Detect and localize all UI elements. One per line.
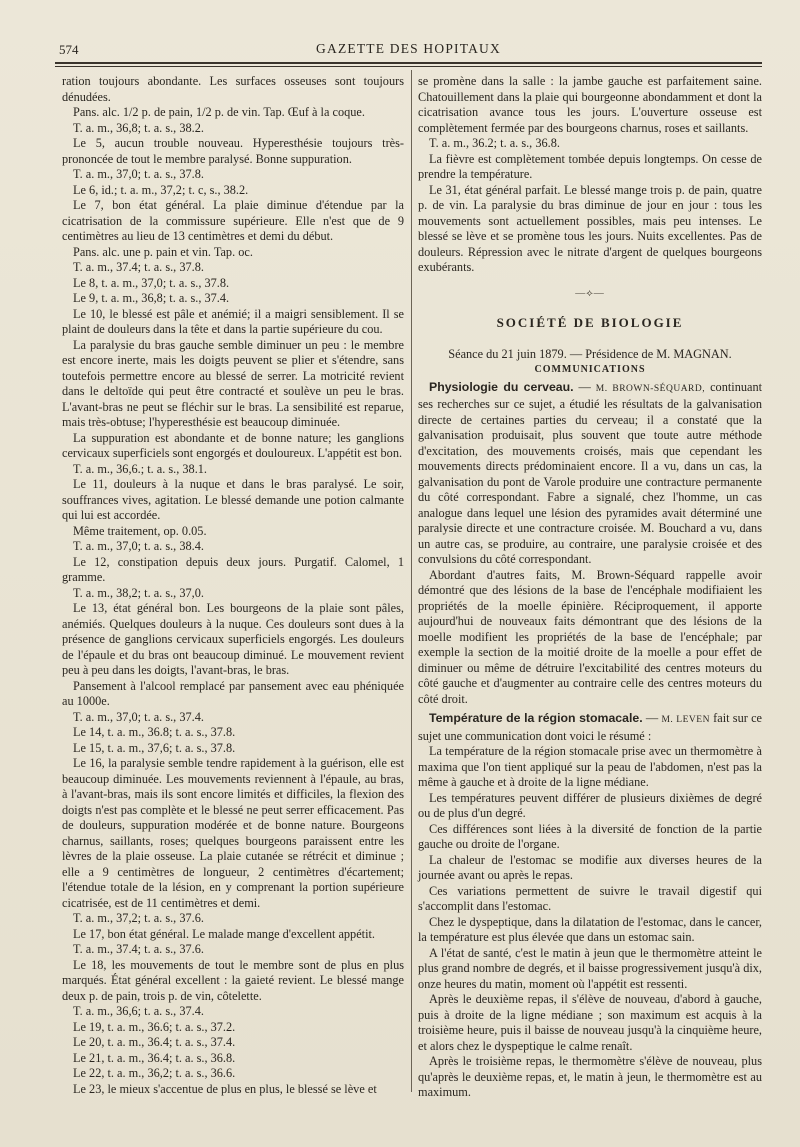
article-physiologie: Physiologie du cerveau. — M. BROWN-SÉQUARD, continuant ses recherches sur ce sujet, a étudié les résultats de la galvanisation directe de certaines parties du cerveau; il a constaté que la galvanisation produisait, plus souvent que toute autre méthode d'excitation, des mouvements croisés, mais que cependant les mouvements directs prédominaient encore. Il a vu, dans un cas, la galvanisation du pont de Varole produire une contracture permanente du côté correspondant. Fabre a signalé, chez l'homme, un cas analogue dans lequel une lésion des pyramides avait déterminé une paralysie directe et une contracture croisée. M. Bouchard a vu, dans un autre cas, se produire, au contraire, une paralysie croisée et des convulsions du côté correspondant. — [418, 379, 763, 566]
article-lead: Température de la région stomacale. — [429, 711, 643, 725]
article-physiologie-rest — [418, 568, 762, 708]
paragraph: Le 16, la paralysie semble tendre rapidement à la guérison, elle est beaucoup diminuée. Les mouvements reviennent à l'épaule, au bras, à l'avant-bras, mais ils sont encore limités et difficiles, la flexion des doigts n'est pas complète et le blessé ne peut serrer efficacement. Pas de douleurs, suppuration modérée et de bonne nature. Bourgeons charnus, saillants, roses; quelques bourgeons paraissent entre les lèvres de la plaie osseuse. La plaie cutanée se rétrécit et diminue ; elle a 9 centimètres de longueur, 2 centimètres d'écartement; l'étendue totale de la lésion, en y comprenant la portion supérieure cicatrisée, est de 11 centimètres et demi. — [62, 756, 404, 910]
paragraph: Le 10, le blessé est pâle et anémié; il a maigri sensiblement. Il se plaint de douleurs dans la tête et dans la partie supérieure du cou. — [62, 306, 404, 336]
paragraph: Le 19, t. a. m., 36.6; t. a. s., 37.2. — [73, 1019, 236, 1034]
paragraph: Le 18, les mouvements de tout le membre sont de plus en plus marqués. État général excellent : la gaieté revient. Le blessé mange deux p. de pain, trois p. de vin, côtelette. — [62, 957, 404, 1003]
article-author: M. LEVEN — [661, 715, 710, 725]
page-number: 574 — [59, 42, 79, 57]
paragraph: Le 21, t. a. m., 36.4; t. a. s., 36.8. — [73, 1050, 236, 1065]
paragraph: T. a. m., 37,2; t. a. s., 37.6. — [73, 911, 204, 925]
paragraph: Le 17, bon état général. Le malade mange d'excellent appétit. — [73, 926, 375, 941]
paragraph: La température de la région stomacale prise avec un thermomètre à maxima que l'on tient appliqué sur la peau de l'abdomen, n'est pas la même à gauche et à droite de la ligne médiane. — [418, 744, 762, 789]
article-lead: Physiologie du cerveau. — [429, 379, 574, 394]
paragraph: Les températures peuvent différer de plusieurs dixièmes de degré ou de plus d'un degré. — [418, 790, 762, 820]
paragraph: Le 5, aucun trouble nouveau. Hyperesthésie toujours très-prononcée de tout le membre paralysé. Bonne suppuration. — [62, 136, 404, 166]
page-header — [55, 40, 762, 60]
paragraph: Le 31, état général parfait. Le blessé mange trois p. de pain, quatre p. de vin. La paralysie du bras diminue de jour en jour : tous les mouvements sont actuellement possibles, mais peu intenses. Le blessé se lève et se promène tous les jours. Nuits excellentes. Pas de douleurs. Répression avec le nitrate d'argent de quelques bourgeons exubérants. — [418, 182, 762, 274]
paragraph: A l'état de santé, c'est le matin à jeun que le thermomètre atteint le plus grand nombre de degrés, et il baisse progressivement jusqu'à dix, onze heures du matin, moment où l'appétit est ressenti. — [418, 945, 762, 991]
paragraph: T. a. m., 38,2; t. a. s., 37,0. — [73, 585, 204, 600]
paragraph: La chaleur de l'estomac se modifie aux diverses heures de la journée avant ou après le repas. — [418, 852, 762, 882]
paragraph: T. a. m., 36.2; t. a. s., 36.8. — [429, 136, 560, 150]
left-column — [62, 74, 404, 1097]
right-column — [418, 74, 762, 1101]
running-title: GAZETTE DES HOPITAUX — [316, 41, 501, 56]
paragraph: Même traitement, op. 0.05. — [73, 523, 207, 538]
case-continuation — [418, 74, 762, 276]
paragraph: T. a. m., 37.4; t. a. s., 37.8. — [73, 260, 204, 274]
paragraph: T. a. m., 36,6; t. a. s., 37.4. — [73, 1004, 204, 1018]
seance-line: Séance du 21 juin 1879. — Présidence de M. MAGNAN. — [448, 346, 732, 361]
article-text: fait sur ce sujet une communication dont voici le résumé : — [418, 711, 762, 743]
header-rule — [55, 62, 762, 64]
paragraph: Après le deuxième repas, il s'élève de nouveau, d'abord à gauche, puis à droite de la ligne médiane ; son maximum est acquis à la troisième heure, puis il baisse de nouveau jusqu'à la cinquième heure, et alors chez le dyspeptique le calme renaît. — [418, 992, 762, 1053]
communications-heading: COMMUNICATIONS — [534, 364, 646, 375]
paragraph: Après le troisième repas, le thermomètre s'élève de nouveau, plus qu'après le deuxième repas, et, le matin à jeun, le thermomètre est au maximum. — [418, 1054, 762, 1099]
paragraph: Pansement à l'alcool remplacé par pansement avec eau phéniquée au 1000e. — [62, 678, 404, 708]
paragraph: Le 13, état général bon. Les bourgeons de la plaie sont pâles, anémiés. Quelques douleurs à la nuque. Ces douleurs sont dues à la présence de ganglions cervicaux superficiels engorgés. Les douleurs de l'épaule et du bras ont beaucoup diminué. Le mouvement revient peu à peu dans les doigts, l'avant-bras, le bras. — [62, 601, 404, 677]
paragraph: Le 15, t. a. m., 37,6; t. a. s., 37.8. — [73, 740, 236, 755]
header-rule-thin — [55, 66, 762, 67]
paragraph: Le 8, t. a. m., 37,0; t. a. s., 37.8. — [73, 275, 230, 290]
paragraph: Pans. alc. une p. pain et vin. Tap. oc. — [73, 244, 253, 259]
paragraph: T. a. m., 37.4; t. a. s., 37.6. — [73, 942, 204, 956]
paragraph: Le 6, id.; t. a. m., 37,2; t. c, s., 38.2. — [73, 182, 249, 197]
paragraph: T. a. m., 37,0; t. a. s., 37.4. — [73, 709, 204, 724]
paragraph: Chez le dyspeptique, dans la dilatation de l'estomac, dans le cancer, la température est plus élevée que dans un estomac sain. — [418, 914, 762, 944]
paragraph: Ces différences sont liées à la diversité de fonction de la partie gauche ou droite de l'organe. — [418, 821, 762, 851]
paragraph: Le 12, constipation depuis deux jours. Purgatif. Calomel, 1 gramme. — [62, 554, 404, 584]
paragraph: Ces variations permettent de suivre le travail digestif qui s'accomplit dans l'estomac. — [418, 883, 762, 913]
article-temperature: Température de la région stomacale. — M. LEVEN fait sur ce sujet une communication dont voici le résumé : — [418, 711, 762, 743]
paragraph: La suppuration est abondante et de bonne nature; les ganglions cervicaux superficiels sont engorgés et douloureux. L'appétit est bon. — [62, 430, 404, 460]
article-temperature-rest — [418, 744, 762, 1101]
paragraph: La paralysie du bras gauche semble diminuer un peu : le membre est encore inerte, mais les doigts peuvent se plier et s'étendre, sans toutefois permettre encore au blessé de serrer. La motricité revient dans le deltoïde qui peut être contracté et soulève un peu le bras. L'avant-bras ne peut se fléchir sur le bras. La sensibilité est reparue, mais très-obtuse; l'hyperesthésie est beaucoup diminuée. — [62, 337, 404, 429]
paragraph: Abordant d'autres faits, M. Brown-Séquard rappelle avoir démontré que des lésions de la base de l'encéphale modifiaient les propriétés de la moelle épinière. Réciproquement, il apporte aujourd'hui de nouveaux faits démontrant que des lésions de la moelle modifient les propriétés de la base de l'encéphale; par exemple la section de la moitié droite de la moelle a pour effet de diminuer ou même de détruire l'excitabilité des centres moteurs du côté gauche et d'augmenter au contraire celle des centres moteurs du côté droit. — [418, 567, 762, 706]
paragraph: Le 20, t. a. m., 36.4; t. a. s., 37.4. — [73, 1035, 236, 1049]
paragraph: Le 22, t. a. m., 36,2; t. a. s., 36.6. — [73, 1066, 236, 1080]
paragraph: T. a. m., 36,6.; t. a. s., 38.1. — [73, 461, 207, 476]
paragraph: La fièvre est complètement tombée depuis longtemps. On cesse de prendre la température. — [418, 151, 762, 181]
paragraph: Le 11, douleurs à la nuque et dans le bras paralysé. Le soir, souffrances vives, agitation. Le blessé demande une potion calmante qui lui est accordée. — [62, 477, 404, 522]
paragraph: Le 7, bon état général. La plaie diminue d'étendue par la cicatrisation de la commissure supérieure. Elle n'est que de 9 centimètres au lieu de 13 centimètres et demi du début. — [62, 198, 404, 243]
ornament-separator: —⟡— — [575, 287, 605, 299]
section-title: SOCIÉTÉ DE BIOLOGIE — [496, 315, 684, 330]
paragraph: se promène dans la salle : la jambe gauche est parfaitement saine. Chatouillement dans la plaie qui bourgeonne abondamment et dont la cicatrisation avance tous les jours. L'ouverture osseuse est complètement fermée par des bourgeons charnus, roses et saillants. — [418, 74, 762, 135]
paragraph: T. a. m., 37,0; t. a. s., 38.4. — [73, 539, 204, 553]
article-text: continuant ses recherches sur ce sujet, a étudié les résultats de la galvanisation directe de certaines parties du cerveau; il a constaté que la galvanisation produisait, plus souvent que toute autre méthode d'excitation, des mouvements croisés, mais que cependant les mouvements directs prédominaient encore. Il a vu, dans un cas, la galvanisation du pont de Varole produire une contracture permanente du côté correspondant. Fabre a signalé, chez l'homme, un cas analogue dans lequel une lésion des pyramides avait déterminé une paralysie directe et une contracture croisée. M. Bouchard a vu, dans un autre cas, se produire, au contraire, une paralysie croisée et des convulsions du côté correspondant. — [418, 379, 763, 566]
paragraph: Pans. alc. 1/2 p. de pain, 1/2 p. de vin. Tap. Œuf à la coque. — [73, 105, 365, 119]
paragraph: T. a. m., 36,8; t. a. s., 38.2. — [73, 120, 204, 135]
paragraph: ration toujours abondante. Les surfaces osseuses sont toujours dénudées. — [62, 74, 404, 104]
column-divider — [411, 70, 412, 1092]
paragraph: Le 9, t. a. m., 36,8; t. a. s., 37.4. — [73, 291, 230, 305]
paragraph: Le 14, t. a. m., 36.8; t. a. s., 37.8. — [73, 725, 236, 739]
paragraph: T. a. m., 37,0; t. a. s., 37.8. — [73, 167, 204, 181]
paragraph: Le 23, le mieux s'accentue de plus en plus, le blessé se lève et — [73, 1081, 377, 1096]
article-author: M. BROWN-SÉQUARD, — [595, 383, 706, 394]
